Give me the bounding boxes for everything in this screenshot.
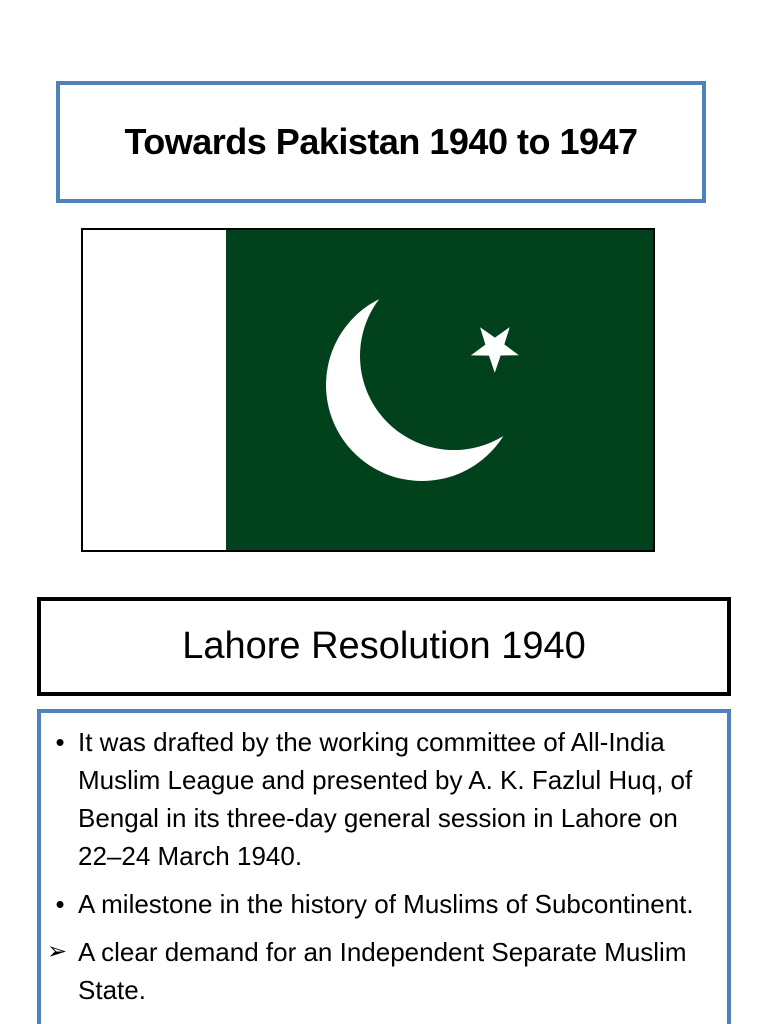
bullet-list [41,723,731,1019]
bullet-text: A milestone in the history of Muslims of Subcontinent. [78,889,694,919]
title-box [56,81,706,203]
bullet-text: A clear demand for an Independent Separate Muslim State. [78,937,687,1005]
content-box [37,709,731,1024]
bullet-item [41,885,731,923]
bullet-text: It was drafted by the working committee of All-India Muslim League and presented by A. K. Fazlul Huq, of Bengal in its three-day general session in Lahore on 22–24 March 1940. [78,727,693,871]
arrow-bullet-icon: ➢ [46,938,68,965]
flag-svg [83,230,653,550]
pakistan-flag [81,228,655,552]
slide-subtitle: Lahore Resolution 1940 [182,625,586,667]
subtitle-box [37,597,731,696]
bullet-dot-icon: • [55,889,65,919]
bullet-item [41,933,731,1009]
slide-title: Towards Pakistan 1940 to 1947 [124,121,638,162]
bullet-item [41,723,731,875]
bullet-dot-icon: • [55,727,65,757]
flag-white-band [83,230,226,550]
